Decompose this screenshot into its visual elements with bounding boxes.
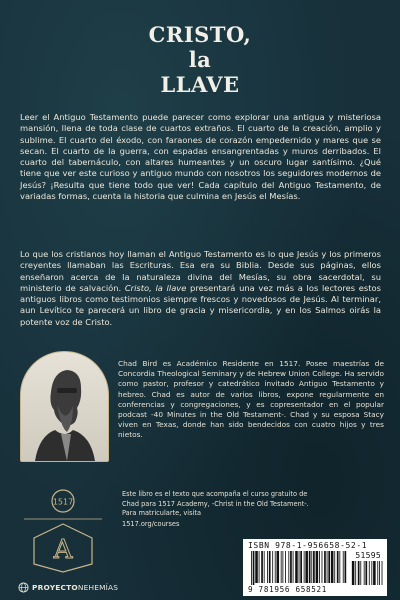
description-paragraph-2 <box>20 249 381 328</box>
academy-logo <box>20 486 106 574</box>
title-line-3: LLAVE <box>160 72 240 97</box>
course-link[interactable]: 1517.org/courses <box>122 520 180 528</box>
title-line-2: la <box>188 47 212 72</box>
book-title-inline: Cristo, la llave <box>124 282 187 293</box>
book-title <box>0 22 400 97</box>
description-paragraph-1: Leer el Antiguo Testamento puede parecer como explorar una antigua y misteriosa mansión, llena de toda clase de cuartos extraños. El cuarto de la creación, amplio y sublime. El cuarto del éxodo, con faraones de corazón empedernido y mares que se secan. El cuarto de la guerra, con espadas ensangrentadas y muros derribados. El cuarto del tabernáculo, con altares humeantes y un oscuro lugar santísimo. ¿Qué tiene que ver este curioso y antiguo mundo con nosotros los seguidores modernos de Jesús? ¡Resulta que tiene todo que ver! Cada capítulo del Antiguo Testamento, de variadas formas, cuenta la historia que culmina en Jesús el Mesías. <box>20 112 381 202</box>
author-portrait <box>20 351 109 462</box>
paragraph-2-text-a: Lo que los cristianos hoy llaman el Antiguo Testamento es lo que Jesús y los primeros creyentes llamaban las Escrituras. Esa era su Biblia. Desde sus páginas, ellos enseñaron acerca de la naturaleza divina del Mesías, su obra sacerdotal, su ministerio de salvación. <box>20 249 381 293</box>
paragraph-2-text-b: presentará una vez más a los lectores estos antiguos libros como testimonios siempre frescos y novedosos de Jesús. Al terminar, aun Levítico te parecerá un libro de gracia y misericordia, y en los Salmos oirás la potente voz de Cristo. <box>20 282 381 327</box>
ean-digits: 9 781956 658521 <box>248 585 328 594</box>
price-code: 51595 <box>355 551 381 560</box>
logo-letter: A <box>53 535 73 565</box>
title-line-1: CRISTO, <box>148 22 252 47</box>
publisher-logo <box>18 582 118 593</box>
publisher-name-a: PROYECTO <box>32 583 78 592</box>
author-bio: Chad Bird es Académico Residente en 1517. Posee maestrías de Concordia Theological Seminary y de Hebrew Union College. Ha servido como pastor, profesor y catedrático invitado Antiguo Testamento y hebreo. Chad es autor de varios libros, expone regularmente en conferencias y congregaciones, y es copresentador en el popular podcast -40 Minutes in the Old Testament-. Chad y su esposa Stacy viven en Texas, donde han sido bendecidos con cuatro hijos y tres nietos. <box>118 359 384 440</box>
isbn-line: ISBN 978-1-956658-52-1 <box>248 541 368 550</box>
1517-academy-logo-icon <box>20 486 106 574</box>
publisher-name-b: NEHEMÍAS <box>77 583 119 592</box>
course-text: Este libro es el texto que acompaña el curso gratuito de Chad para 1517 Academy, -Christ in the Old Testament-. Para matricularte, visita <box>122 490 309 517</box>
author-sketch-icon <box>21 352 108 461</box>
isbn-barcode <box>243 539 387 596</box>
logo-year: 1517 <box>52 497 74 507</box>
globe-icon <box>18 582 29 593</box>
